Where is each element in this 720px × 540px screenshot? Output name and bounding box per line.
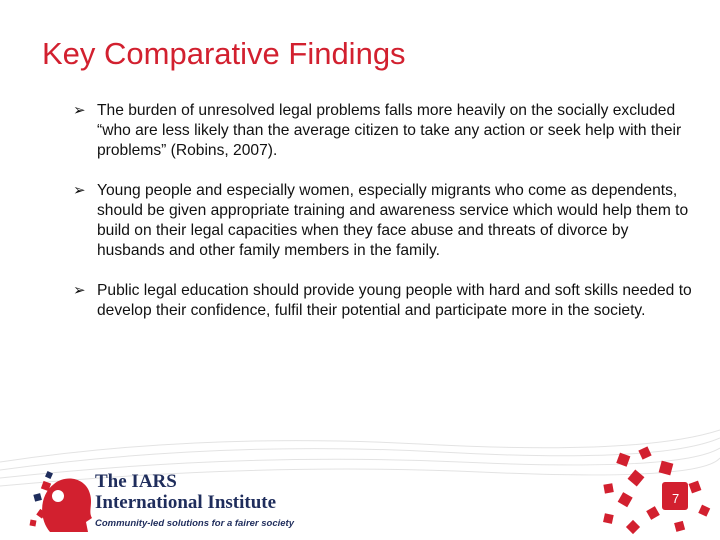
bullet-item — [72, 181, 692, 261]
logo-head-icon — [30, 471, 92, 532]
bullet-text: Public legal education should provide young people with hard and soft skills needed to develop their confidence, fulfil their potential and participate more in the society. — [97, 282, 692, 319]
logo-tagline: Community-led solutions for a fairer society — [95, 518, 295, 529]
bullet-item — [72, 281, 692, 321]
bullet-text: Young people and especially women, especially migrants who come as dependents, should be given appropriate training and awareness service which would help them to build on their legal capacities when they face abuse and threats of divorce by husbands and other family members in the family. — [97, 182, 689, 259]
arrow-bullet-icon: ➢ — [73, 182, 86, 199]
bullet-item — [72, 101, 692, 161]
arrow-bullet-icon: ➢ — [73, 282, 86, 299]
bullet-list — [72, 101, 692, 341]
page-number: 7 — [672, 491, 680, 506]
logo-line-2: International Institute — [95, 492, 277, 513]
arrow-bullet-icon: ➢ — [73, 102, 86, 119]
logo-line-1: The IARS — [95, 471, 177, 492]
slide-title: Key Comparative Findings — [42, 36, 406, 71]
puzzle-cluster-icon — [603, 446, 710, 534]
bullet-text: The burden of unresolved legal problems falls more heavily on the socially excluded “who are less likely than the average citizen to take any action or seek help with their problems” (Robins, 2007). — [97, 102, 682, 159]
